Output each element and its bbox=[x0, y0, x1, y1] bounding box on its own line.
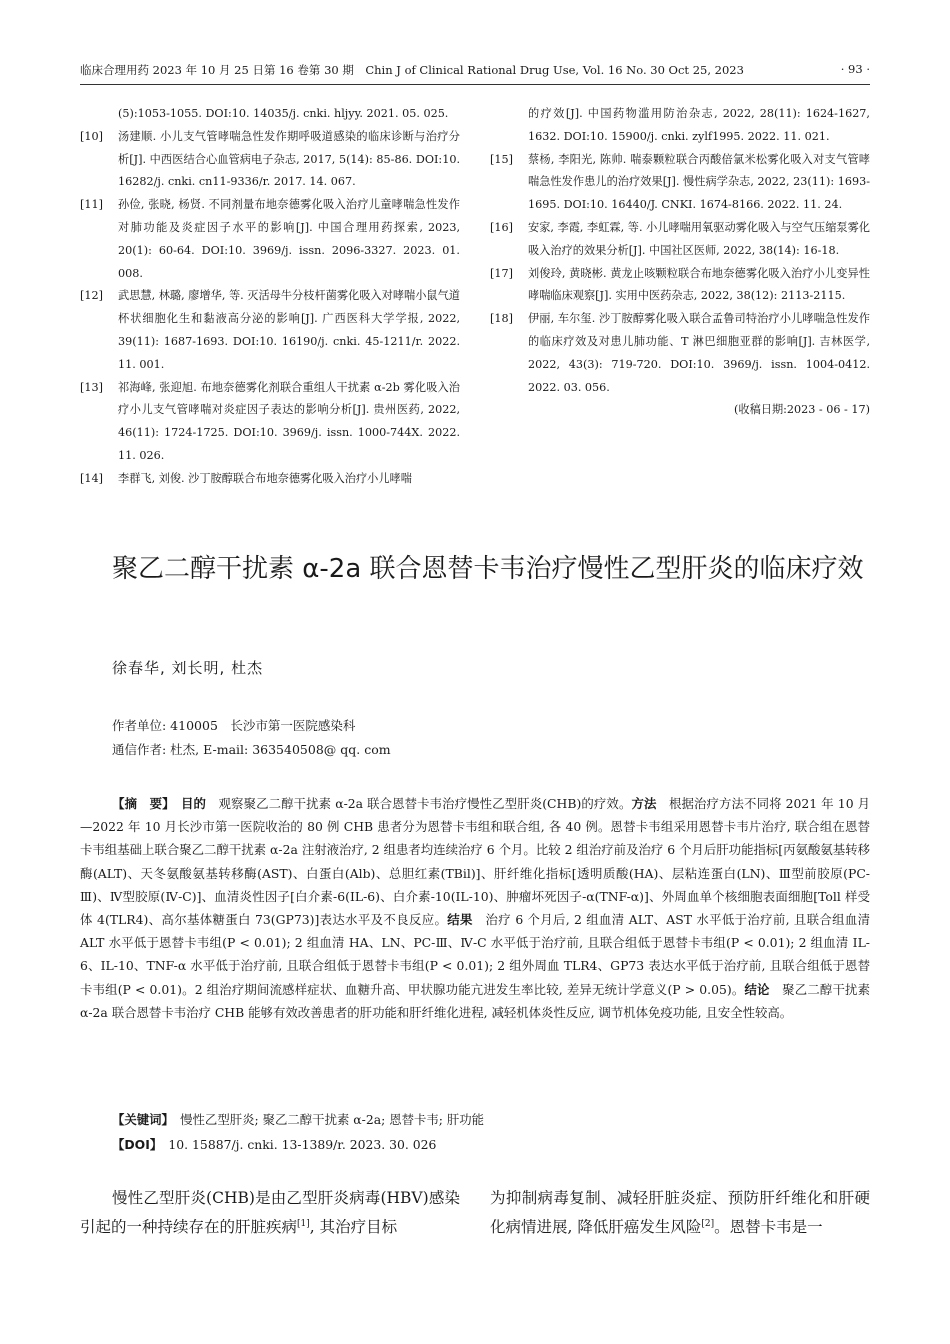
affiliation: 作者单位: 410005 长沙市第一医院感染科 bbox=[112, 718, 356, 733]
references-right-column bbox=[490, 103, 870, 422]
page-number: · 93 · bbox=[840, 62, 870, 76]
methods-label: 方法 bbox=[631, 796, 657, 811]
article-authors: 徐春华, 刘长明, 杜杰 bbox=[112, 659, 264, 677]
results-text: 治疗 6 个月后, 2 组血清 ALT、AST 水平低于治疗前, 且联合组血清 ALT 水平低于恩替卡韦组(P < 0.01); 2 组血清 HA、LN、PC-Ⅲ、Ⅳ-C 水平低于治疗前, 且联合组低于恩替卡韦组(P < 0.01); 2 组血清 IL-6、IL-10、TNF-α 水平低于治疗前, 且联合组低于恩替卡韦组(P < 0.01); 2 组外周血 TLR4、GP73 表达水平低于治疗前, 且联合组低于恩替卡韦组(P < 0.01)。2 组治疗期间流感样症状、血糖升高、甲状腺功能亢进发生率比较, 差异无统计学意义(P > 0.05)。 bbox=[80, 912, 871, 997]
keywords-text: 慢性乙型肝炎; 聚乙二醇干扰素 α-2a; 恩替卡韦; 肝功能 bbox=[180, 1112, 485, 1127]
reference-item: [11] 孙俭, 张晓, 杨贤. 不同剂量布地奈德雾化吸入治疗儿童哮喘急性发作对肺功能及炎症因子水平的影响[J]. 中国合理用药探索, 2023, 20(1): 60-64. DOI:10. 3969/j. issn. 2096-3327. 2023. 01. 008. bbox=[80, 198, 460, 280]
article-title: 聚乙二醇干扰素 α-2a 联合恩替卡韦治疗慢性乙型肝炎的临床疗效 bbox=[112, 554, 864, 584]
reference-item: [15] 蔡杨, 李阳光, 陈帅. 喘泰颗粒联合丙酸倍氯米松雾化吸入对支气管哮喘急性发作患儿的治疗效果[J]. 慢性病学杂志, 2022, 23(11): 1693-1695. DOI:10. 16440/J. CNKI. 1674-8166. 2022. 11. 24. bbox=[490, 152, 870, 212]
reference-item: [13] 祁海峰, 张迎旭. 布地奈德雾化剂联合重组人干扰素 α-2b 雾化吸入治疗小儿支气管哮喘对炎症因子表达的影响分析[J]. 贵州医药, 2022, 46(11): 1724-1725. DOI:10. 3969/j. issn. 1000-744X. 2022. 11. 026. bbox=[80, 380, 460, 462]
abstract-label: 【摘 要】 bbox=[112, 796, 169, 811]
author-info bbox=[112, 714, 391, 762]
doi-label: 【DOI】 bbox=[112, 1137, 157, 1152]
reference-item: [16] 安家, 李霞, 李虹霖, 等. 小儿哮喘用氧驱动雾化吸入与空气压缩泵雾化吸入治疗的效果分析[J]. 中国社区医师, 2022, 38(14): 16-18. bbox=[490, 220, 870, 257]
reference-item: [14] 李群飞, 刘俊. 沙丁胺醇联合布地奈德雾化吸入治疗小儿哮喘 bbox=[80, 471, 412, 485]
body-text-right: 为抑制病毒复制、减轻肝脏炎症、预防肝纤维化和肝硬化病情进展, 降低肝癌发生风险[2]。恩替卡韦是一 bbox=[490, 1189, 870, 1237]
methods-text: 根据治疗方法不同将 2021 年 10 月—2022 年 10 月长沙市第一医院收治的 80 例 CHB 患者分为恩替卡韦组和联合组, 各 40 例。恩替卡韦组采用恩替卡韦片治疗, 联合组在恩替卡韦组基础上联合聚乙二醇干扰素 α-2a 注射液治疗, 2 组患者均连续治疗 6 个月。比较 2 组治疗前及治疗 6 个月后肝功能指标[丙氨酸氨基转移酶(ALT)、天冬氨酸氨基转移酶(AST)、白蛋白(Alb)、总胆红素(TBil)]、肝纤维化指标[透明质酸(HA)、层粘连蛋白(LN)、Ⅲ型前胶原(PC-Ⅲ)、Ⅳ型胶原(Ⅳ-C)]、血清炎性因子[白介素-6(IL-6)、白介素-10(IL-10)、肿瘤坏死因子-α(TNF-α)]、外周血单个核细胞表面细胞[Toll 样受体 4(TLR4)、高尔基体糖蛋白 73(GP73)]表达水平及不良反应。 bbox=[80, 796, 871, 928]
reference-item: [12] 武思慧, 林璐, 廖增华, 等. 灭活母牛分枝杆菌雾化吸入对哮喘小鼠气道杯状细胞化生和黏液高分泌的影响[J]. 广西医科大学学报, 2022, 39(11): 1687-1693. DOI:10. 16190/j. cnki. 45-1211/r. 2022. 11. 001. bbox=[80, 289, 460, 371]
citation[interactable]: [1] bbox=[297, 1219, 310, 1229]
keywords bbox=[112, 1110, 484, 1128]
objective-text: 观察聚乙二醇干扰素 α-2a 联合恩替卡韦治疗慢性乙型肝炎(CHB)的疗效。 bbox=[218, 796, 632, 811]
reference-item: [17] 刘俊玲, 黄晓彬. 黄龙止咳颗粒联合布地奈德雾化吸入治疗小儿变异性哮喘临床观察[J]. 实用中医药杂志, 2022, 38(12): 2113-2115. bbox=[490, 266, 870, 303]
doi bbox=[112, 1135, 436, 1153]
results-label: 结果 bbox=[447, 912, 473, 928]
doi-text: 10. 15887/j. cnki. 13-1389/r. 2023. 30. 026 bbox=[168, 1137, 437, 1152]
citation[interactable]: [2] bbox=[701, 1219, 715, 1229]
correspondence: 通信作者: 杜杰, E-mail: 363540508@ qq. com bbox=[112, 742, 391, 757]
reference-item: (5):1053-1055. DOI:10. 14035/j. cnki. hljyy. 2021. 05. 025. bbox=[118, 107, 449, 120]
conclusion-label: 结论 bbox=[744, 981, 770, 997]
abstract bbox=[80, 792, 870, 1024]
received-date: (收稿日期:2023 - 06 - 17) bbox=[734, 403, 870, 417]
reference-item: [10] 汤建顺. 小儿支气管哮喘急性发作期呼吸道感染的临床诊断与治疗分析[J]. 中西医结合心血管病电子杂志, 2017, 5(14): 85-86. DOI:10. 16282/j. cnki. cn11-9336/r. 2017. 14. 067. bbox=[80, 129, 460, 189]
running-header bbox=[80, 62, 870, 85]
journal-citation: 临床合理用药 2023 年 10 月 25 日第 16 卷第 30 期 Chin J of Clinical Rational Drug Use, Vol. 16 No. 30 Oct 25, 2023 bbox=[80, 63, 744, 77]
conclusion-text: 聚乙二醇干扰素 α-2a 联合恩替卡韦治疗 CHB 能够有效改善患者的肝功能和肝纤维化进程, 减轻机体炎性反应, 调节机体免疫功能, 且安全性较高。 bbox=[80, 981, 871, 1020]
reference-item: [18] 伊丽, 车尔玺. 沙丁胺醇雾化吸入联合孟鲁司特治疗小儿哮喘急性发作的临床疗效及对患儿肺功能、T 淋巴细胞亚群的影响[J]. 吉林医学, 2022, 43(3): 719-720. DOI:10. 3969/j. issn. 1004-0412. 2022. 03. 056. bbox=[490, 312, 870, 394]
keywords-label: 【关键词】 bbox=[112, 1112, 168, 1127]
body-text-left: 慢性乙型肝炎(CHB)是由乙型肝炎病毒(HBV)感染引起的一种持续存在的肝脏疾病[1], 其治疗目标 bbox=[80, 1189, 460, 1237]
reference-item: 的疗效[J]. 中国药物滥用防治杂志, 2022, 28(11): 1624-1627, 1632. DOI:10. 15900/j. cnki. zylf1995. 2022. 11. 021. bbox=[528, 107, 870, 143]
objective-label: 目的 bbox=[181, 796, 207, 811]
references-left-column bbox=[80, 103, 460, 491]
